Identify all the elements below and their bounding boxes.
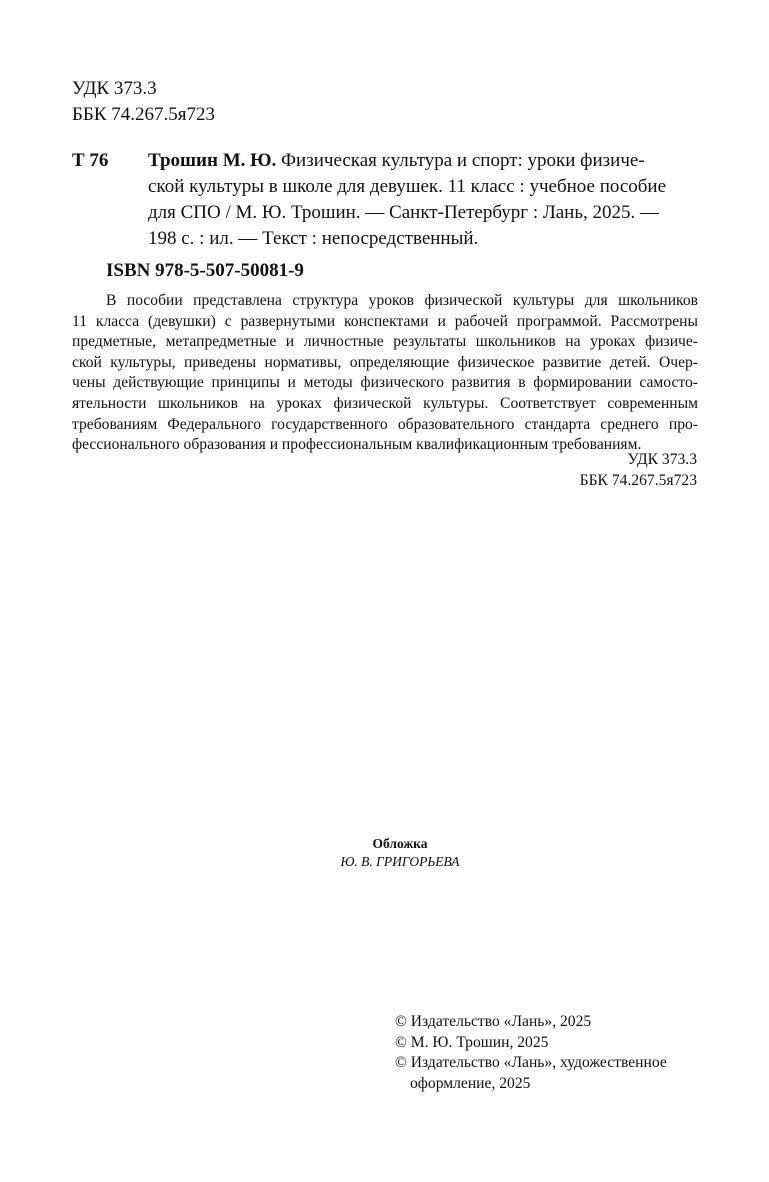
entry-line-1 — [148, 148, 700, 174]
cover-credit — [300, 835, 500, 871]
abstract-line: ской культуры, приведены нормативы, определяющие физическое развитие детей. Очер- — [72, 353, 698, 371]
cover-label: Обложка — [372, 836, 428, 851]
copyright-block — [395, 1012, 667, 1094]
copyright-line-continued: оформление, 2025 — [410, 1074, 531, 1092]
entry-title: Физическая культура и спорт: уроки физиче- — [281, 150, 645, 171]
abstract-line: В пособии представлена структура уроков физической культуры для школьников — [106, 292, 698, 309]
author-name: Трошин М. Ю. — [148, 150, 277, 171]
abstract-line: 11 класса (девушки) с развернутыми конспектами и рабочей программой. Рассмотрены — [72, 312, 698, 330]
bibliographic-description — [148, 148, 700, 174]
isbn: ISBN 978-5-507-50081-9 — [106, 260, 304, 281]
abstract-line: фессионального образования и профессиональным квалификационным требованиям. — [72, 436, 642, 454]
entry-line-2: ской культуры в школе для девушек. 11 класс : учебное пособие — [148, 176, 667, 197]
entry-continuation — [148, 174, 700, 252]
entry-line-4: 198 с. : ил. — Текст : непосредственный. — [148, 228, 479, 249]
udk-code: УДК 373.3 — [72, 78, 157, 99]
copyright-line: © Издательство «Лань», художественное — [395, 1054, 667, 1072]
author-code: Т 76 — [72, 150, 109, 171]
bibliographic-entry — [72, 148, 700, 252]
abstract-line: ятельности школьников на уроках физической культуры. Соответствует современным — [72, 394, 698, 412]
classification-codes — [72, 76, 215, 128]
cover-designer: Ю. В. ГРИГОРЬЕВА — [340, 854, 460, 869]
bbk-code-right: ББК 74.267.5я723 — [579, 471, 697, 489]
entry-line-3: для СПО / М. Ю. Трошин. — Санкт-Петербург : Лань, 2025. — — [148, 202, 659, 223]
abstract-line: предметные, метапредметные и личностные результаты школьников на уроках физиче- — [72, 333, 698, 351]
udk-code-right: УДК 373.3 — [627, 451, 697, 468]
abstract — [72, 291, 698, 456]
copyright-line: © Издательство «Лань», 2025 — [395, 1013, 592, 1030]
copyright-line: © М. Ю. Трошин, 2025 — [395, 1033, 549, 1051]
classification-codes-right — [580, 450, 697, 491]
abstract-line: чены действующие принципы и методы физического развития в формировании самосто- — [72, 374, 698, 392]
bbk-code: ББК 74.267.5я723 — [72, 104, 215, 125]
abstract-line: требованиям Федерального государственного образовательного стандарта среднего про- — [72, 415, 698, 433]
